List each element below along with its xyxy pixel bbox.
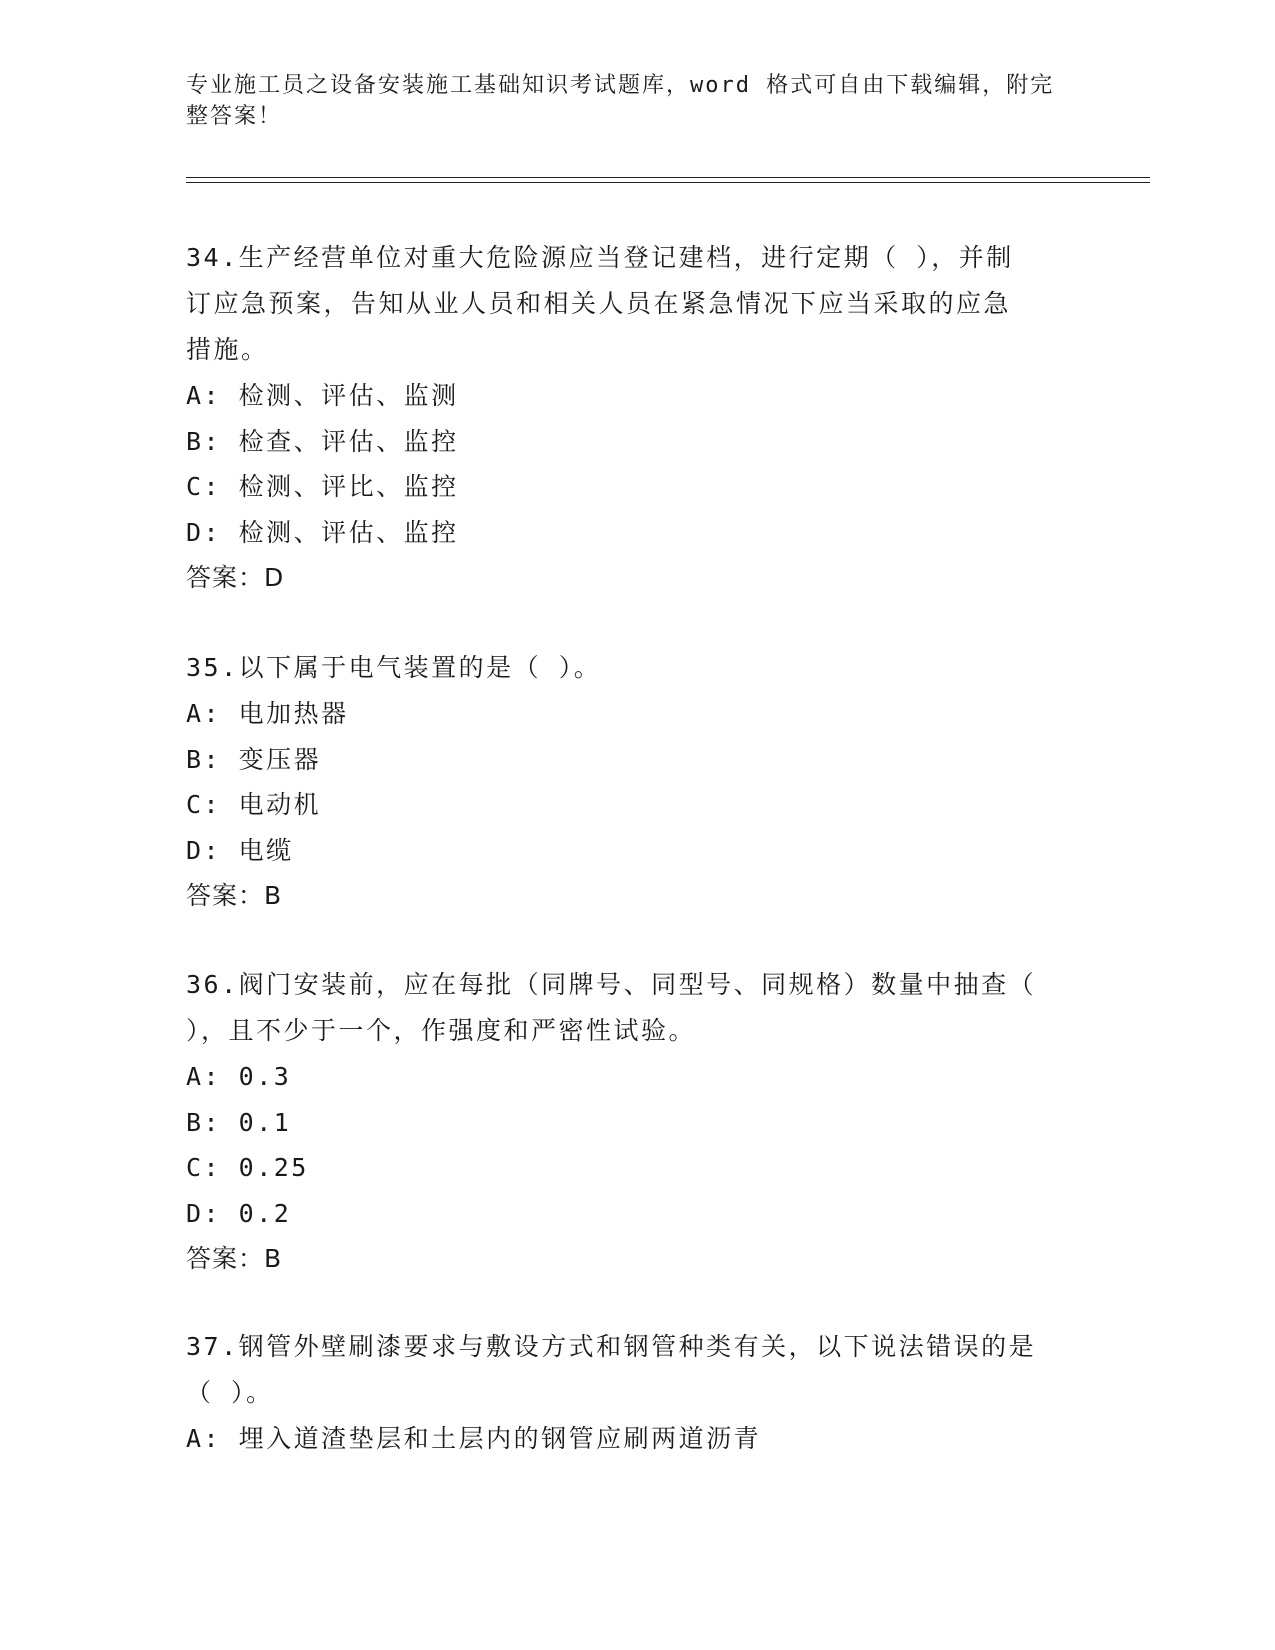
header-divider [186, 177, 1150, 178]
option-c: C: 0.25 [186, 1153, 309, 1182]
option-d: D: 0.2 [186, 1198, 292, 1228]
option-b: B: 0.1 [186, 1107, 292, 1137]
question-block [186, 962, 1066, 1281]
question-block [186, 235, 1066, 600]
header-line: 整答案！ [186, 104, 283, 129]
question-stem: 36.阀门安装前，应在每批（同牌号、同型号、同规格）数量中抽查（ [186, 970, 1037, 999]
option-d: D: 电缆 [186, 835, 294, 865]
header-line: 专业施工员之设备安装施工基础知识考试题库，word 格式可自由下载编辑，附完 [186, 73, 1055, 98]
question-block [186, 1324, 1066, 1462]
answer-line: 答案：B [186, 1244, 283, 1273]
question-stem: 35.以下属于电气装置的是（ ）。 [186, 653, 602, 682]
question-stem: 37.钢管外壁刷漆要求与敷设方式和钢管种类有关，以下说法错误的是 [186, 1332, 1037, 1361]
document-header [186, 70, 1066, 132]
question-block [186, 645, 1066, 918]
question-stem: （ ）。 [186, 1378, 274, 1407]
answer-line: 答案：D [186, 563, 285, 592]
question-stem: 订应急预案，告知从业人员和相关人员在紧急情况下应当采取的应急 [186, 289, 1012, 318]
answer-line: 答案：B [186, 881, 283, 910]
question-stem: ），且不少于一个，作强度和严密性试验。 [186, 1016, 697, 1045]
option-a: A: 埋入道渣垫层和土层内的钢管应刷两道沥青 [186, 1424, 762, 1453]
option-c: C: 检测、评比、监控 [186, 472, 459, 501]
option-b: B: 检查、评估、监控 [186, 426, 459, 456]
option-d: D: 检测、评估、监控 [186, 517, 459, 547]
question-stem: 34.生产经营单位对重大危险源应当登记建档，进行定期（ ），并制 [186, 243, 1014, 272]
option-a: A: 0.3 [186, 1062, 292, 1091]
header-divider [186, 182, 1150, 183]
option-a: A: 检测、评估、监测 [186, 381, 459, 410]
option-b: B: 变压器 [186, 744, 322, 774]
option-c: C: 电动机 [186, 790, 322, 819]
question-stem: 措施。 [186, 335, 269, 364]
option-a: A: 电加热器 [186, 699, 349, 728]
